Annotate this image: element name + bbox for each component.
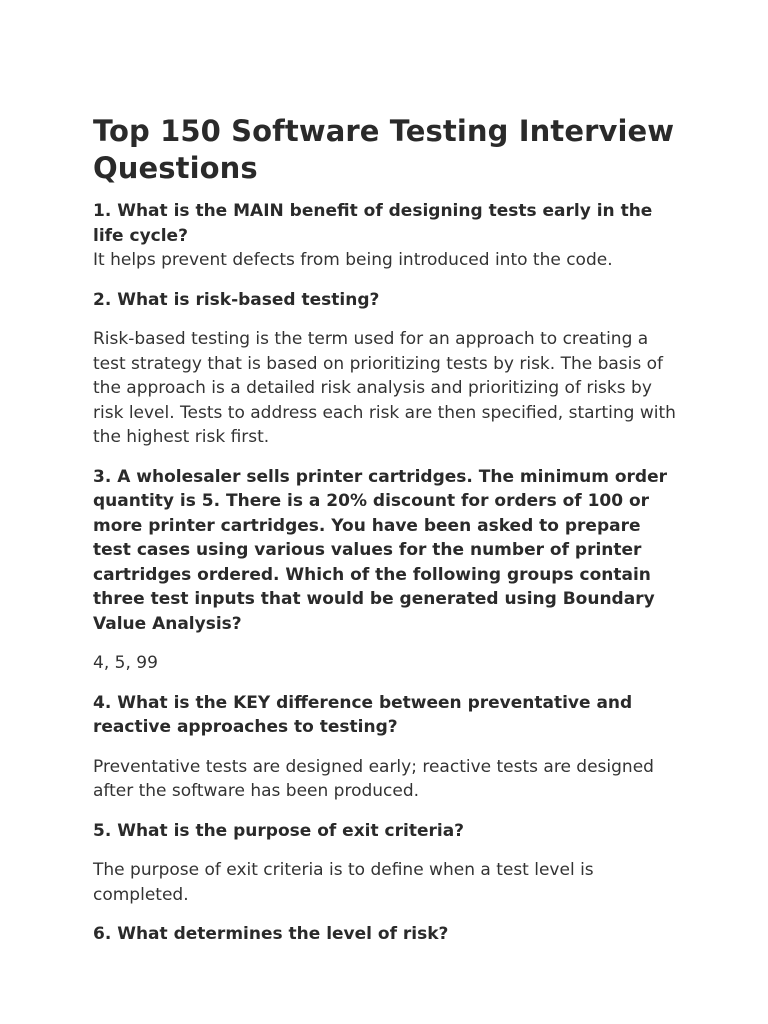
document-page <box>93 113 683 947</box>
answer-5: The purpose of exit criteria is to define when a test level is completed. <box>93 860 594 905</box>
question-6: 6. What determines the level of risk? <box>93 924 449 944</box>
page-title: Top 150 Software Testing Interview Questions <box>93 114 675 185</box>
qa-item-6 <box>93 922 683 947</box>
qa-item-1 <box>93 199 683 273</box>
qa-item-5 <box>93 819 683 908</box>
answer-3: 4, 5, 99 <box>93 653 158 673</box>
question-5: 5. What is the purpose of exit criteria? <box>93 820 465 841</box>
answer-1: It helps prevent defects from being introduced into the code. <box>93 250 613 270</box>
qa-item-4 <box>93 691 683 804</box>
question-4: 4. What is the KEY difference between preventative and reactive approaches to testing? <box>93 692 633 737</box>
answer-2: Risk-based testing is the term used for an approach to creating a test strategy that is based on prioritizing tests by risk. The basis of the approach is a detailed risk analysis and prioritizing of risks by risk level. Tests to address each risk are then specified, starting with the highest risk first. <box>93 329 676 447</box>
question-2: 2. What is risk-based testing? <box>93 289 380 310</box>
question-1: 1. What is the MAIN benefit of designing tests early in the life cycle? <box>93 201 653 246</box>
qa-item-3 <box>93 465 683 676</box>
qa-item-2 <box>93 288 683 450</box>
answer-4: Preventative tests are designed early; reactive tests are designed after the software has been produced. <box>93 756 654 801</box>
question-3: 3. A wholesaler sells printer cartridges. The minimum order quantity is 5. There is a 20% discount for orders of 100 or more printer cartridges. You have been asked to prepare test cases using various values for the number of printer cartridges ordered. Which of the following groups contain three test inputs that would be generated using Boundary Value Analysis? <box>93 466 667 634</box>
